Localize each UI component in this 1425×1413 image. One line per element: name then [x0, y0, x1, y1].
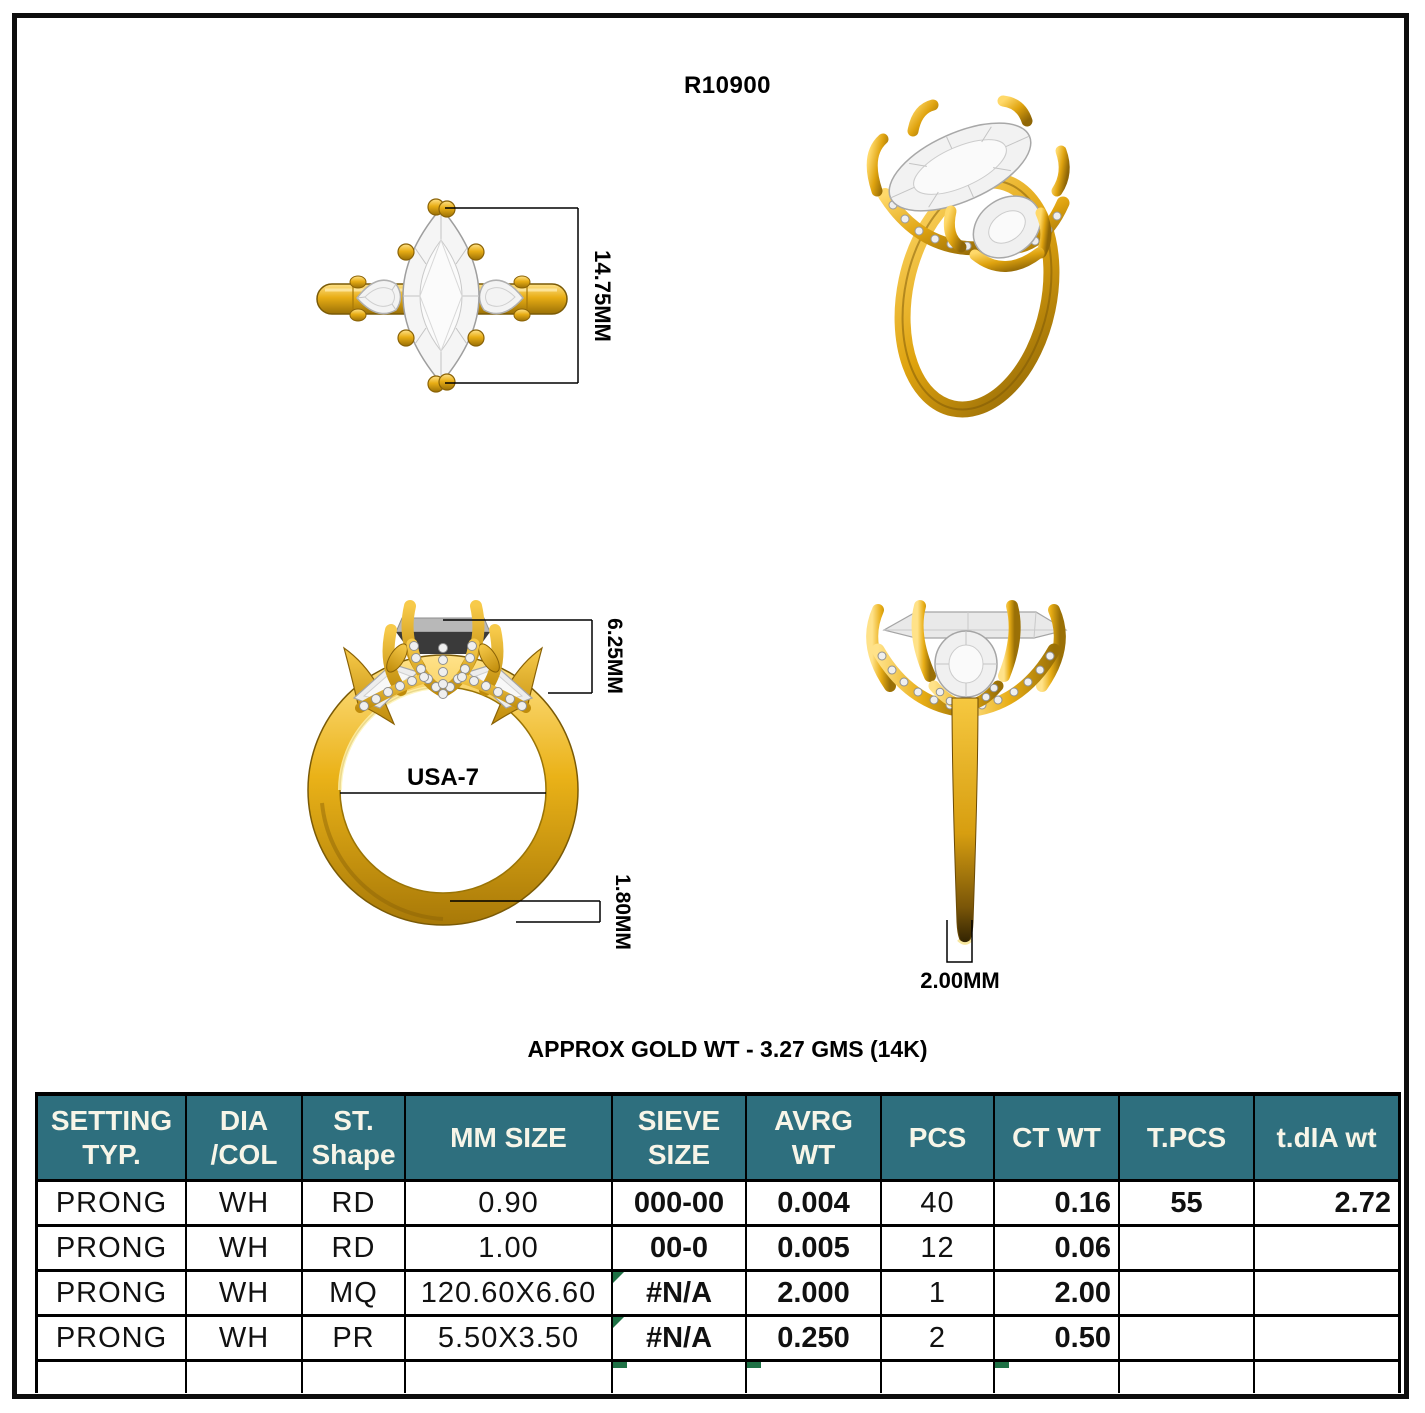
header-line1: CT WT	[1012, 1121, 1101, 1153]
header-line2: /COL	[210, 1138, 278, 1170]
cell-t-pcs	[1120, 1227, 1255, 1272]
cell-mm-size: 5.50X3.50	[406, 1317, 613, 1362]
header-line1: SETTING	[50, 1104, 173, 1136]
cell-mm-size: 120.60X6.60	[406, 1272, 613, 1317]
cell-sieve-size: #N/A	[613, 1272, 747, 1317]
header-dia-col	[187, 1096, 303, 1182]
cell-dia-col: WH	[187, 1182, 303, 1227]
cell-t-dia-wt	[1255, 1227, 1398, 1272]
cell-empty	[38, 1362, 187, 1393]
cell-sieve-size: #N/A	[613, 1317, 747, 1362]
header-line1: SIEVE	[637, 1104, 721, 1136]
cell-avrg-wt: 2.000	[747, 1272, 882, 1317]
cell-empty	[747, 1362, 882, 1393]
cell-empty	[882, 1362, 995, 1393]
cell-t-pcs	[1120, 1272, 1255, 1317]
cell-sieve-size: 000-00	[613, 1182, 747, 1227]
cell-pcs: 12	[882, 1227, 995, 1272]
cell-empty	[995, 1362, 1120, 1393]
stone-spec-table	[35, 1092, 1401, 1393]
header-t-dia-wt	[1255, 1096, 1398, 1182]
cell-empty	[406, 1362, 613, 1393]
cell-empty	[303, 1362, 406, 1393]
shank-side	[952, 698, 978, 944]
cell-avrg-wt: 0.004	[747, 1182, 882, 1227]
ring-perspective-view	[855, 95, 1115, 425]
table-row	[38, 1227, 1398, 1272]
header-avrg-wt	[747, 1096, 882, 1182]
ring-front-view	[298, 588, 643, 988]
cell-setting: PRONG	[38, 1272, 187, 1317]
cell-sieve-size: 00-0	[613, 1227, 747, 1272]
cell-dia-col: WH	[187, 1272, 303, 1317]
cell-setting: PRONG	[38, 1182, 187, 1227]
cell-st-shape: RD	[303, 1182, 406, 1227]
header-line2: WT	[791, 1138, 836, 1170]
table-row	[38, 1317, 1398, 1362]
dim-band-thickness-label: 1.80MM	[611, 874, 634, 950]
header-line1: MM SIZE	[450, 1121, 567, 1153]
cell-st-shape: MQ	[303, 1272, 406, 1317]
header-setting	[38, 1096, 187, 1182]
cell-t-dia-wt	[1255, 1272, 1398, 1317]
design-number: R10900	[683, 72, 772, 99]
cell-empty	[1120, 1362, 1255, 1393]
header-mm-size	[406, 1096, 613, 1182]
cell-mm-size: 0.90	[406, 1182, 613, 1227]
ring-side-view	[858, 590, 1108, 1010]
gold-weight-note: APPROX GOLD WT - 3.27 GMS (14K)	[527, 1036, 928, 1062]
cell-pcs: 1	[882, 1272, 995, 1317]
header-line1: t.dIA wt	[1276, 1121, 1377, 1153]
header-st-shape	[303, 1096, 406, 1182]
header-line1: AVRG	[774, 1104, 853, 1136]
pear-stone-side	[935, 631, 997, 697]
marquise-center-stone	[403, 208, 479, 383]
cell-t-pcs: 55	[1120, 1182, 1255, 1227]
cell-pcs: 2	[882, 1317, 995, 1362]
header-t-pcs	[1120, 1096, 1255, 1182]
header-ct-wt	[995, 1096, 1120, 1182]
cell-t-pcs	[1120, 1317, 1255, 1362]
cell-empty	[1255, 1362, 1398, 1393]
dim-crown-height-label: 6.25MM	[603, 618, 626, 694]
header-line1: DIA	[219, 1104, 269, 1136]
dim-head-length-label: 14.75MM	[590, 250, 615, 342]
table-header-row	[38, 1096, 1398, 1182]
cell-empty	[187, 1362, 303, 1393]
cell-mm-size: 1.00	[406, 1227, 613, 1272]
table-row	[38, 1182, 1398, 1227]
cell-setting: PRONG	[38, 1317, 187, 1362]
table-empty-row	[38, 1362, 1398, 1393]
cell-setting: PRONG	[38, 1227, 187, 1272]
cell-pcs: 40	[882, 1182, 995, 1227]
cell-ct-wt: 0.16	[995, 1182, 1120, 1227]
header-line2: SIZE	[647, 1138, 711, 1170]
cell-empty	[613, 1362, 747, 1393]
cell-dia-col: WH	[187, 1317, 303, 1362]
cell-ct-wt: 2.00	[995, 1272, 1120, 1317]
header-line1: ST.	[333, 1104, 374, 1136]
cell-st-shape: PR	[303, 1317, 406, 1362]
dim-band-width-label: 2.00MM	[920, 968, 1000, 993]
cell-ct-wt: 0.06	[995, 1227, 1120, 1272]
ring-size-label: USA-7	[406, 764, 480, 791]
cell-t-dia-wt	[1255, 1317, 1398, 1362]
header-line1: PCS	[908, 1121, 967, 1153]
cell-avrg-wt: 0.005	[747, 1227, 882, 1272]
cell-dia-col: WH	[187, 1227, 303, 1272]
header-line2: TYP.	[82, 1138, 141, 1170]
cell-st-shape: RD	[303, 1227, 406, 1272]
cell-ct-wt: 0.50	[995, 1317, 1120, 1362]
table-row	[38, 1272, 1398, 1317]
header-line1: T.PCS	[1146, 1121, 1227, 1153]
ring-top-view	[295, 178, 625, 413]
header-pcs	[882, 1096, 995, 1182]
cell-avrg-wt: 0.250	[747, 1317, 882, 1362]
header-sieve-size	[613, 1096, 747, 1182]
cell-t-dia-wt: 2.72	[1255, 1182, 1398, 1227]
header-line2: Shape	[311, 1138, 396, 1170]
